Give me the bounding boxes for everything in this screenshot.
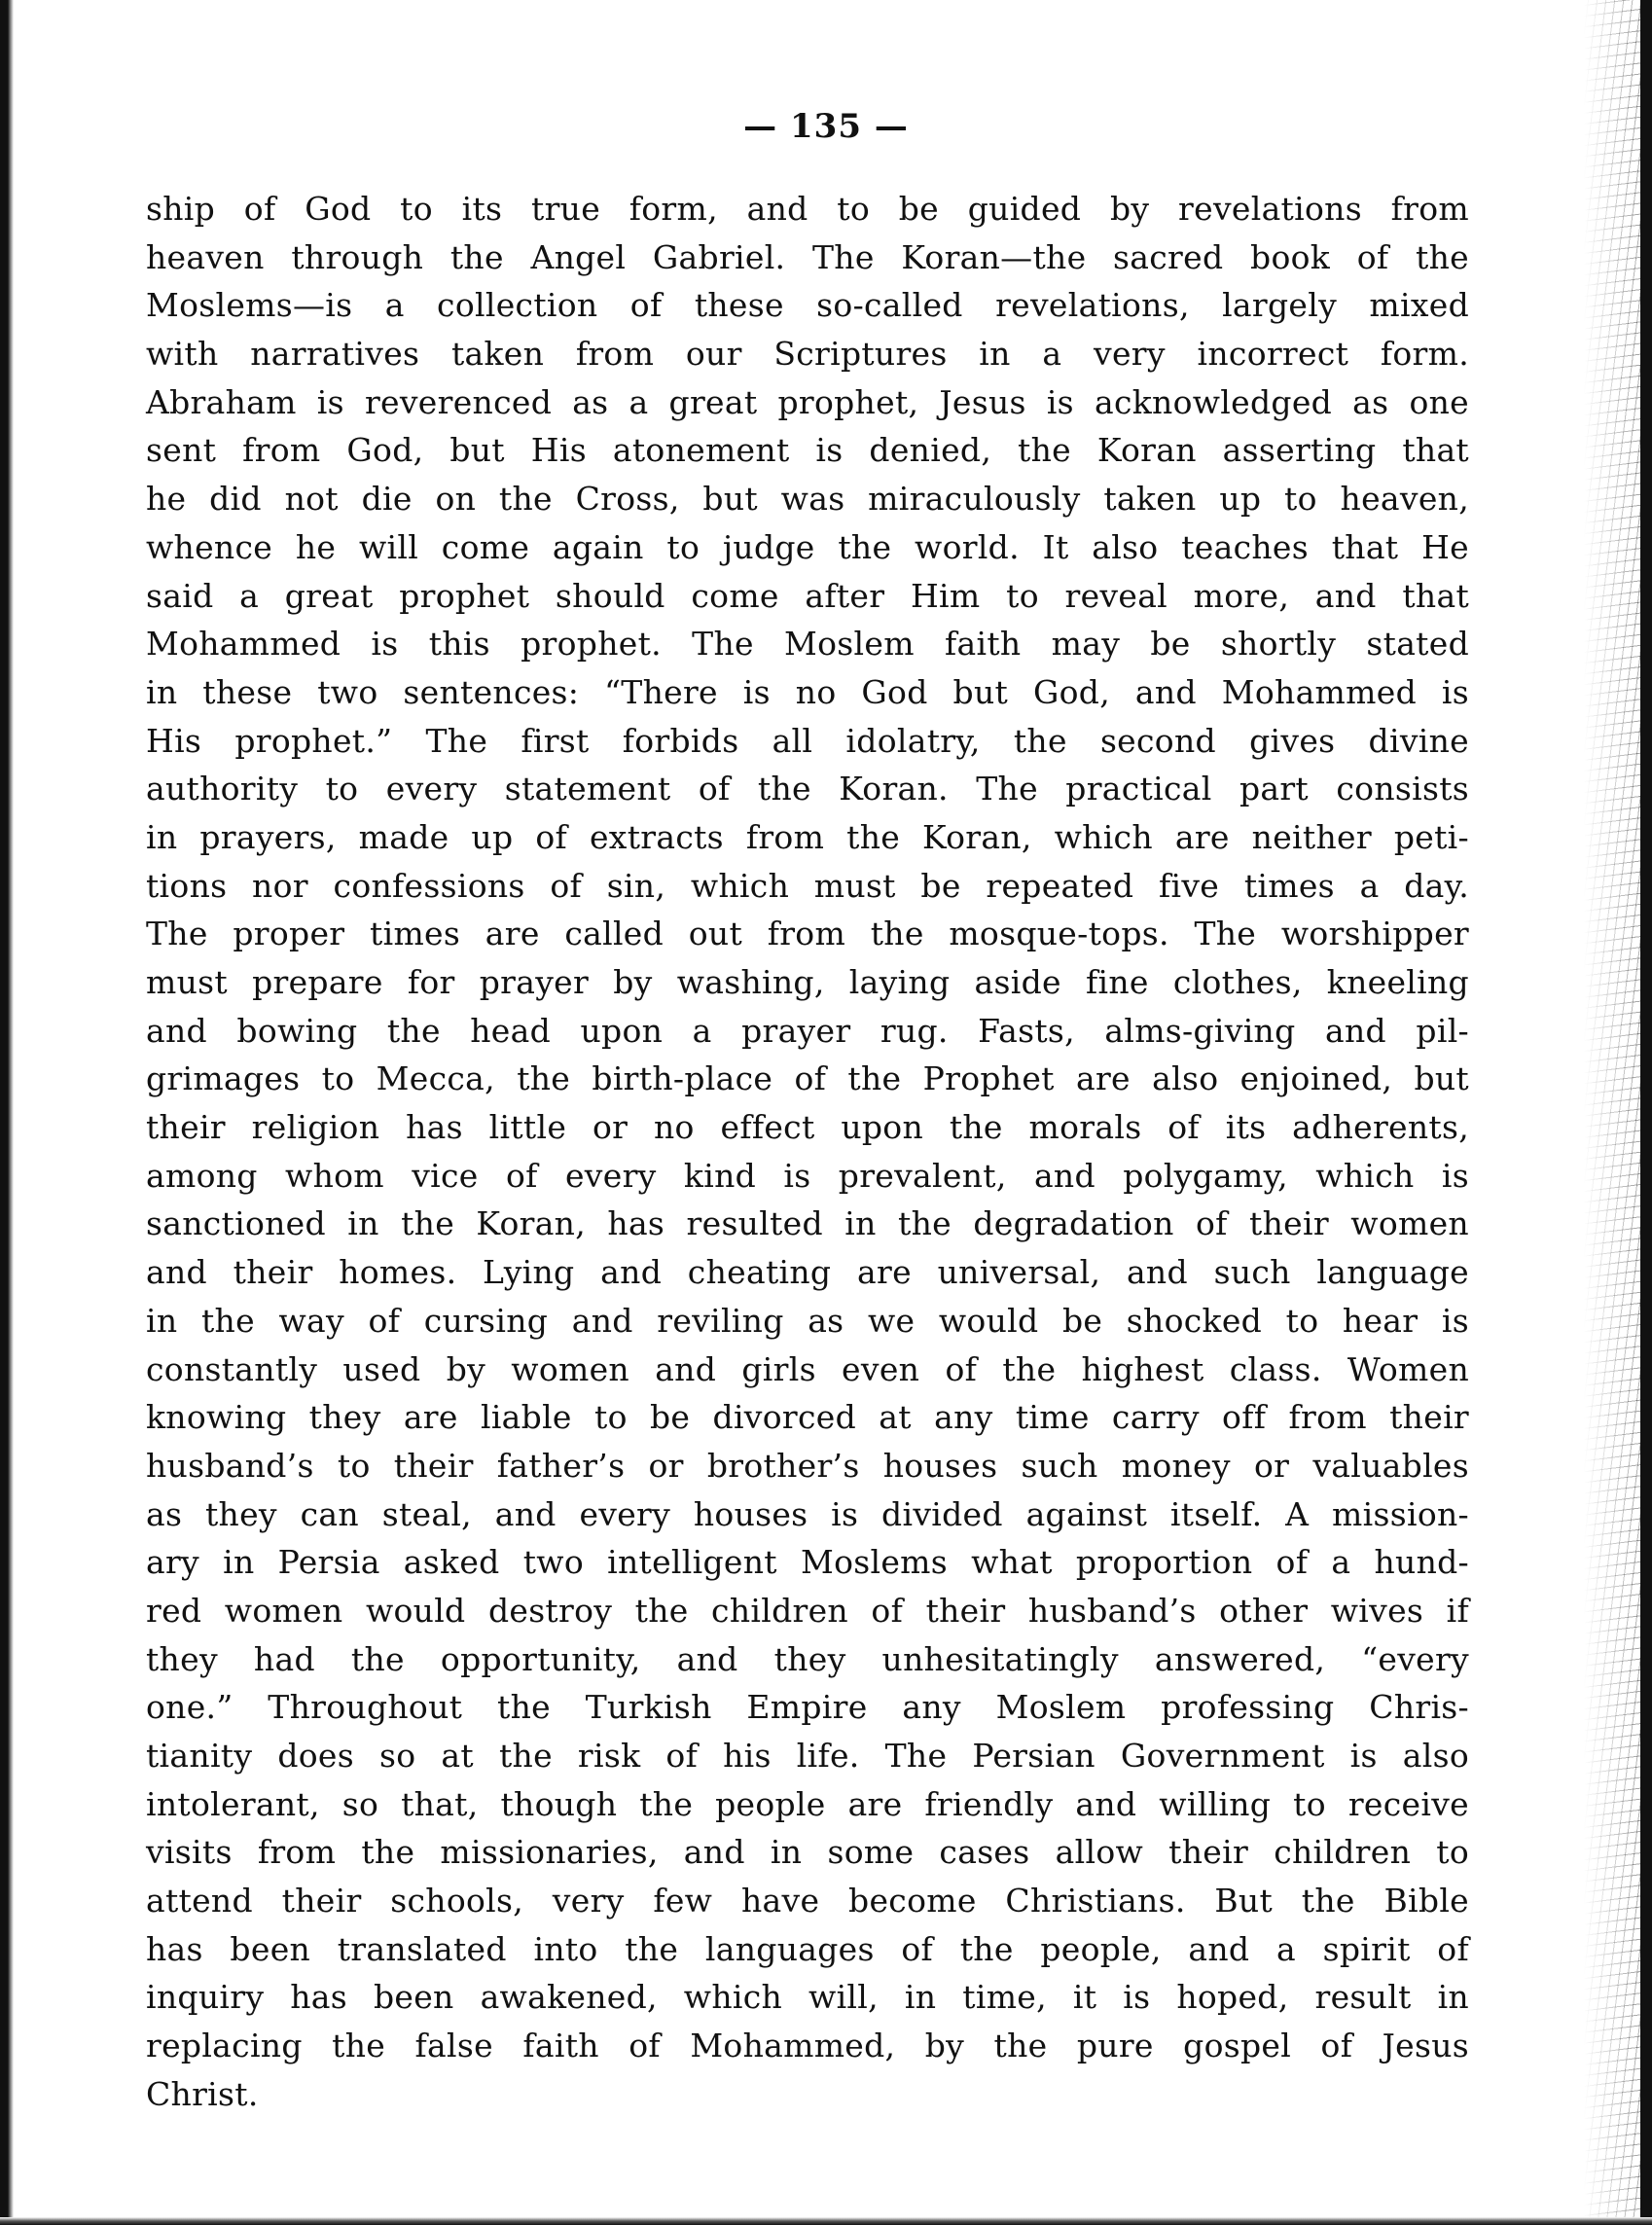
text-line: one.” Throughout the Turkish Empire any Moslem professing Chris- bbox=[146, 1688, 1469, 1727]
text-line: authority to every statement of the Koran. The practical part consists bbox=[146, 770, 1469, 808]
text-line: tianity does so at the risk of his life. The Persian Government is also bbox=[146, 1737, 1469, 1775]
text-line: husband’s to their father’s or brother’s houses such money or valuables bbox=[146, 1446, 1469, 1485]
text-line: constantly used by women and girls even of the highest class. Women bbox=[146, 1349, 1469, 1388]
text-line: as they can steal, and every houses is divided against itself. A mission- bbox=[146, 1494, 1469, 1533]
text-line: with narratives taken from our Scriptures in a very incorrect form. bbox=[146, 335, 1469, 374]
text-line: Christ. bbox=[146, 2074, 259, 2113]
text-line: visits from the missionaries, and in some cases allow their children to bbox=[146, 1833, 1469, 1872]
text-line: he did not die on the Cross, but was miraculously taken up to heaven, bbox=[146, 480, 1469, 519]
page-number: — 135 — bbox=[743, 107, 909, 146]
text-line: they had the opportunity, and they unhesitatingly answered, “every bbox=[146, 1639, 1469, 1678]
text-line: sent from God, but His atonement is denied, the Koran asserting that bbox=[146, 431, 1469, 470]
text-line: has been translated into the languages of the people, and a spirit of bbox=[146, 1929, 1469, 1968]
text-line: in these two sentences: “There is no God but God, and Mohammed is bbox=[146, 672, 1469, 711]
text-line: sanctioned in the Koran, has resulted in the degradation of their women bbox=[146, 1204, 1469, 1243]
text-line: inquiry has been awakened, which will, in time, it is hoped, result in bbox=[146, 1978, 1469, 2017]
text-line: Mohammed is this prophet. The Moslem faith may be shortly stated bbox=[146, 625, 1469, 664]
text-line: said a great prophet should come after Him to reveal more, and that bbox=[146, 576, 1469, 615]
text-line: and their homes. Lying and cheating are universal, and such language bbox=[146, 1253, 1469, 1292]
text-line: red women would destroy the children of their husband’s other wives if bbox=[146, 1591, 1469, 1630]
right-scan-edge bbox=[1640, 0, 1652, 2225]
text-line: whence he will come again to judge the world. It also teaches that He bbox=[146, 527, 1469, 566]
body-text bbox=[146, 185, 1469, 2119]
text-line: tions nor confessions of sin, which must be repeated five times a day. bbox=[146, 866, 1469, 905]
text-line: among whom vice of every kind is prevalent, and polygamy, which is bbox=[146, 1156, 1469, 1195]
text-line: The proper times are called out from the mosque-tops. The worshipper bbox=[146, 915, 1469, 953]
text-line: replacing the false faith of Mohammed, by the pure gospel of Jesus bbox=[146, 2027, 1469, 2065]
text-line: intolerant, so that, though the people are friendly and willing to receive bbox=[146, 1784, 1469, 1823]
text-line: grimages to Mecca, the birth-place of the Prophet are also enjoined, but bbox=[146, 1059, 1469, 1098]
text-line: and bowing the head upon a prayer rug. Fasts, alms-giving and pil- bbox=[146, 1011, 1469, 1050]
text-line: Abraham is reverenced as a great prophet, Jesus is acknowledged as one bbox=[146, 382, 1469, 421]
text-line: knowing they are liable to be divorced at any time carry off from their bbox=[146, 1398, 1469, 1437]
text-line: Moslems—is a collection of these so-called revelations, largely mixed bbox=[146, 286, 1469, 325]
left-binding-edge bbox=[0, 0, 14, 2225]
text-line: their religion has little or no effect upon the morals of its adherents, bbox=[146, 1108, 1469, 1147]
text-line: attend their schools, very few have become Christians. But the Bible bbox=[146, 1882, 1469, 1920]
text-line: heaven through the Angel Gabriel. The Koran—the sacred book of the bbox=[146, 237, 1469, 276]
text-line: ary in Persia asked two intelligent Moslems what proportion of a hund- bbox=[146, 1543, 1469, 1582]
bottom-scan-edge bbox=[0, 2217, 1652, 2225]
text-line: must prepare for prayer by washing, laying aside fine clothes, kneeling bbox=[146, 963, 1469, 1001]
text-line: in prayers, made up of extracts from the Koran, which are neither peti- bbox=[146, 817, 1469, 856]
text-line: His prophet.” The first forbids all idolatry, the second gives divine bbox=[146, 721, 1469, 760]
text-line: ship of God to its true form, and to be guided by revelations from bbox=[146, 190, 1469, 228]
text-line: in the way of cursing and reviling as we would be shocked to hear is bbox=[146, 1301, 1469, 1340]
